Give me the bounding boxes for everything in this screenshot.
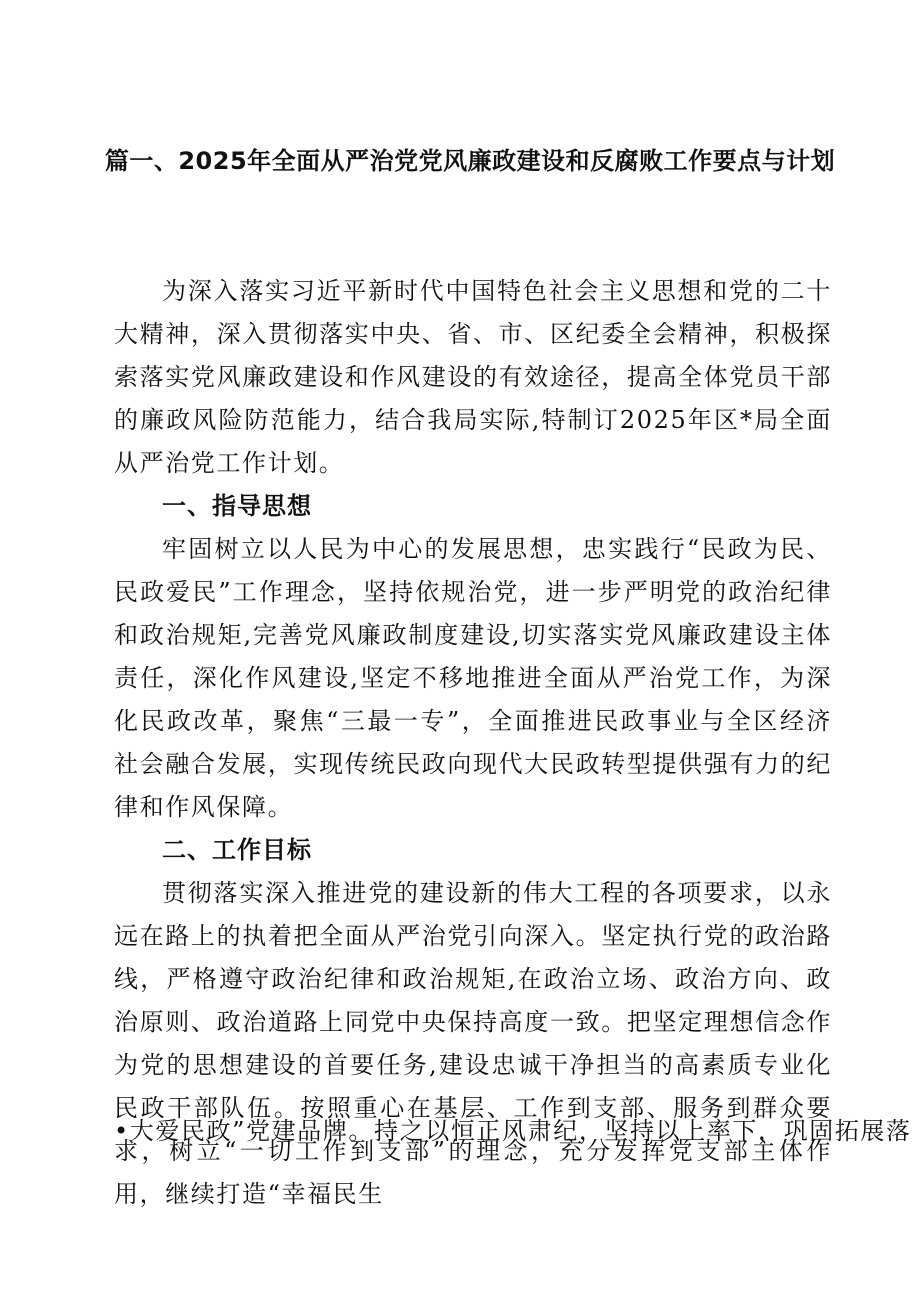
guiding-thought-paragraph: 牢固树立以人民为中心的发展思想，忠实践行“民政为民、民政爱民”工作理念，坚持依规治党，进一步严明党的政治纪律和政治规矩,完善党风廉政制度建设,切实落实党风廉政建设主体责任，深化作风建设,坚定不移地推进全面从严治党工作，为深化民政改革，聚焦“三最一专”，全面推进民政事业与全区经济社会融合发展，实现传统民政向现代大民政转型提供强有力的纪律和作风保障。 [114,535,832,821]
continuation-line: •大爱民政”党建品牌。持之以恒正风肃纪，坚持以上率下，巩固拓展落 [114,1117,912,1145]
document-title: 篇一、2025年全面从严治党党风廉政建设和反腐败工作要点与计划 [104,147,836,175]
intro-paragraph: 为深入落实习近平新时代中国特色社会主义思想和党的二十大精神，深入贯彻落实中央、省、市、区纪委全会精神，积极探索落实党风廉政建设和作风建设的有效途径，提高全体党员干部的廉政风险防范能力，结合我局实际,特制订2025年区*局全面从严治党工作计划。 [114,277,832,477]
section-heading-guiding-thought: 一、指导思想 [162,492,312,520]
work-goals-paragraph: 贯彻落实深入推进党的建设新的伟大工程的各项要求，以永远在路上的执着把全面从严治党引向深入。坚定执行党的政治路线，严格遵守政治纪律和政治规矩,在政治立场、政治方向、政治原则、政治道路上同党中央保持高度一致。把坚定理想信念作为党的思想建设的首要任务,建设忠诚干净担当的高素质专业化民政干部队伍。按照重心在基层、工作到支部、服务到群众要求，树立“一切工作到支部”的理念，充分发挥党支部主体作用，继续打造“幸福民生 [114,879,832,1208]
document-body [114,270,912,1216]
section-heading-work-goals: 二、工作目标 [162,836,312,864]
